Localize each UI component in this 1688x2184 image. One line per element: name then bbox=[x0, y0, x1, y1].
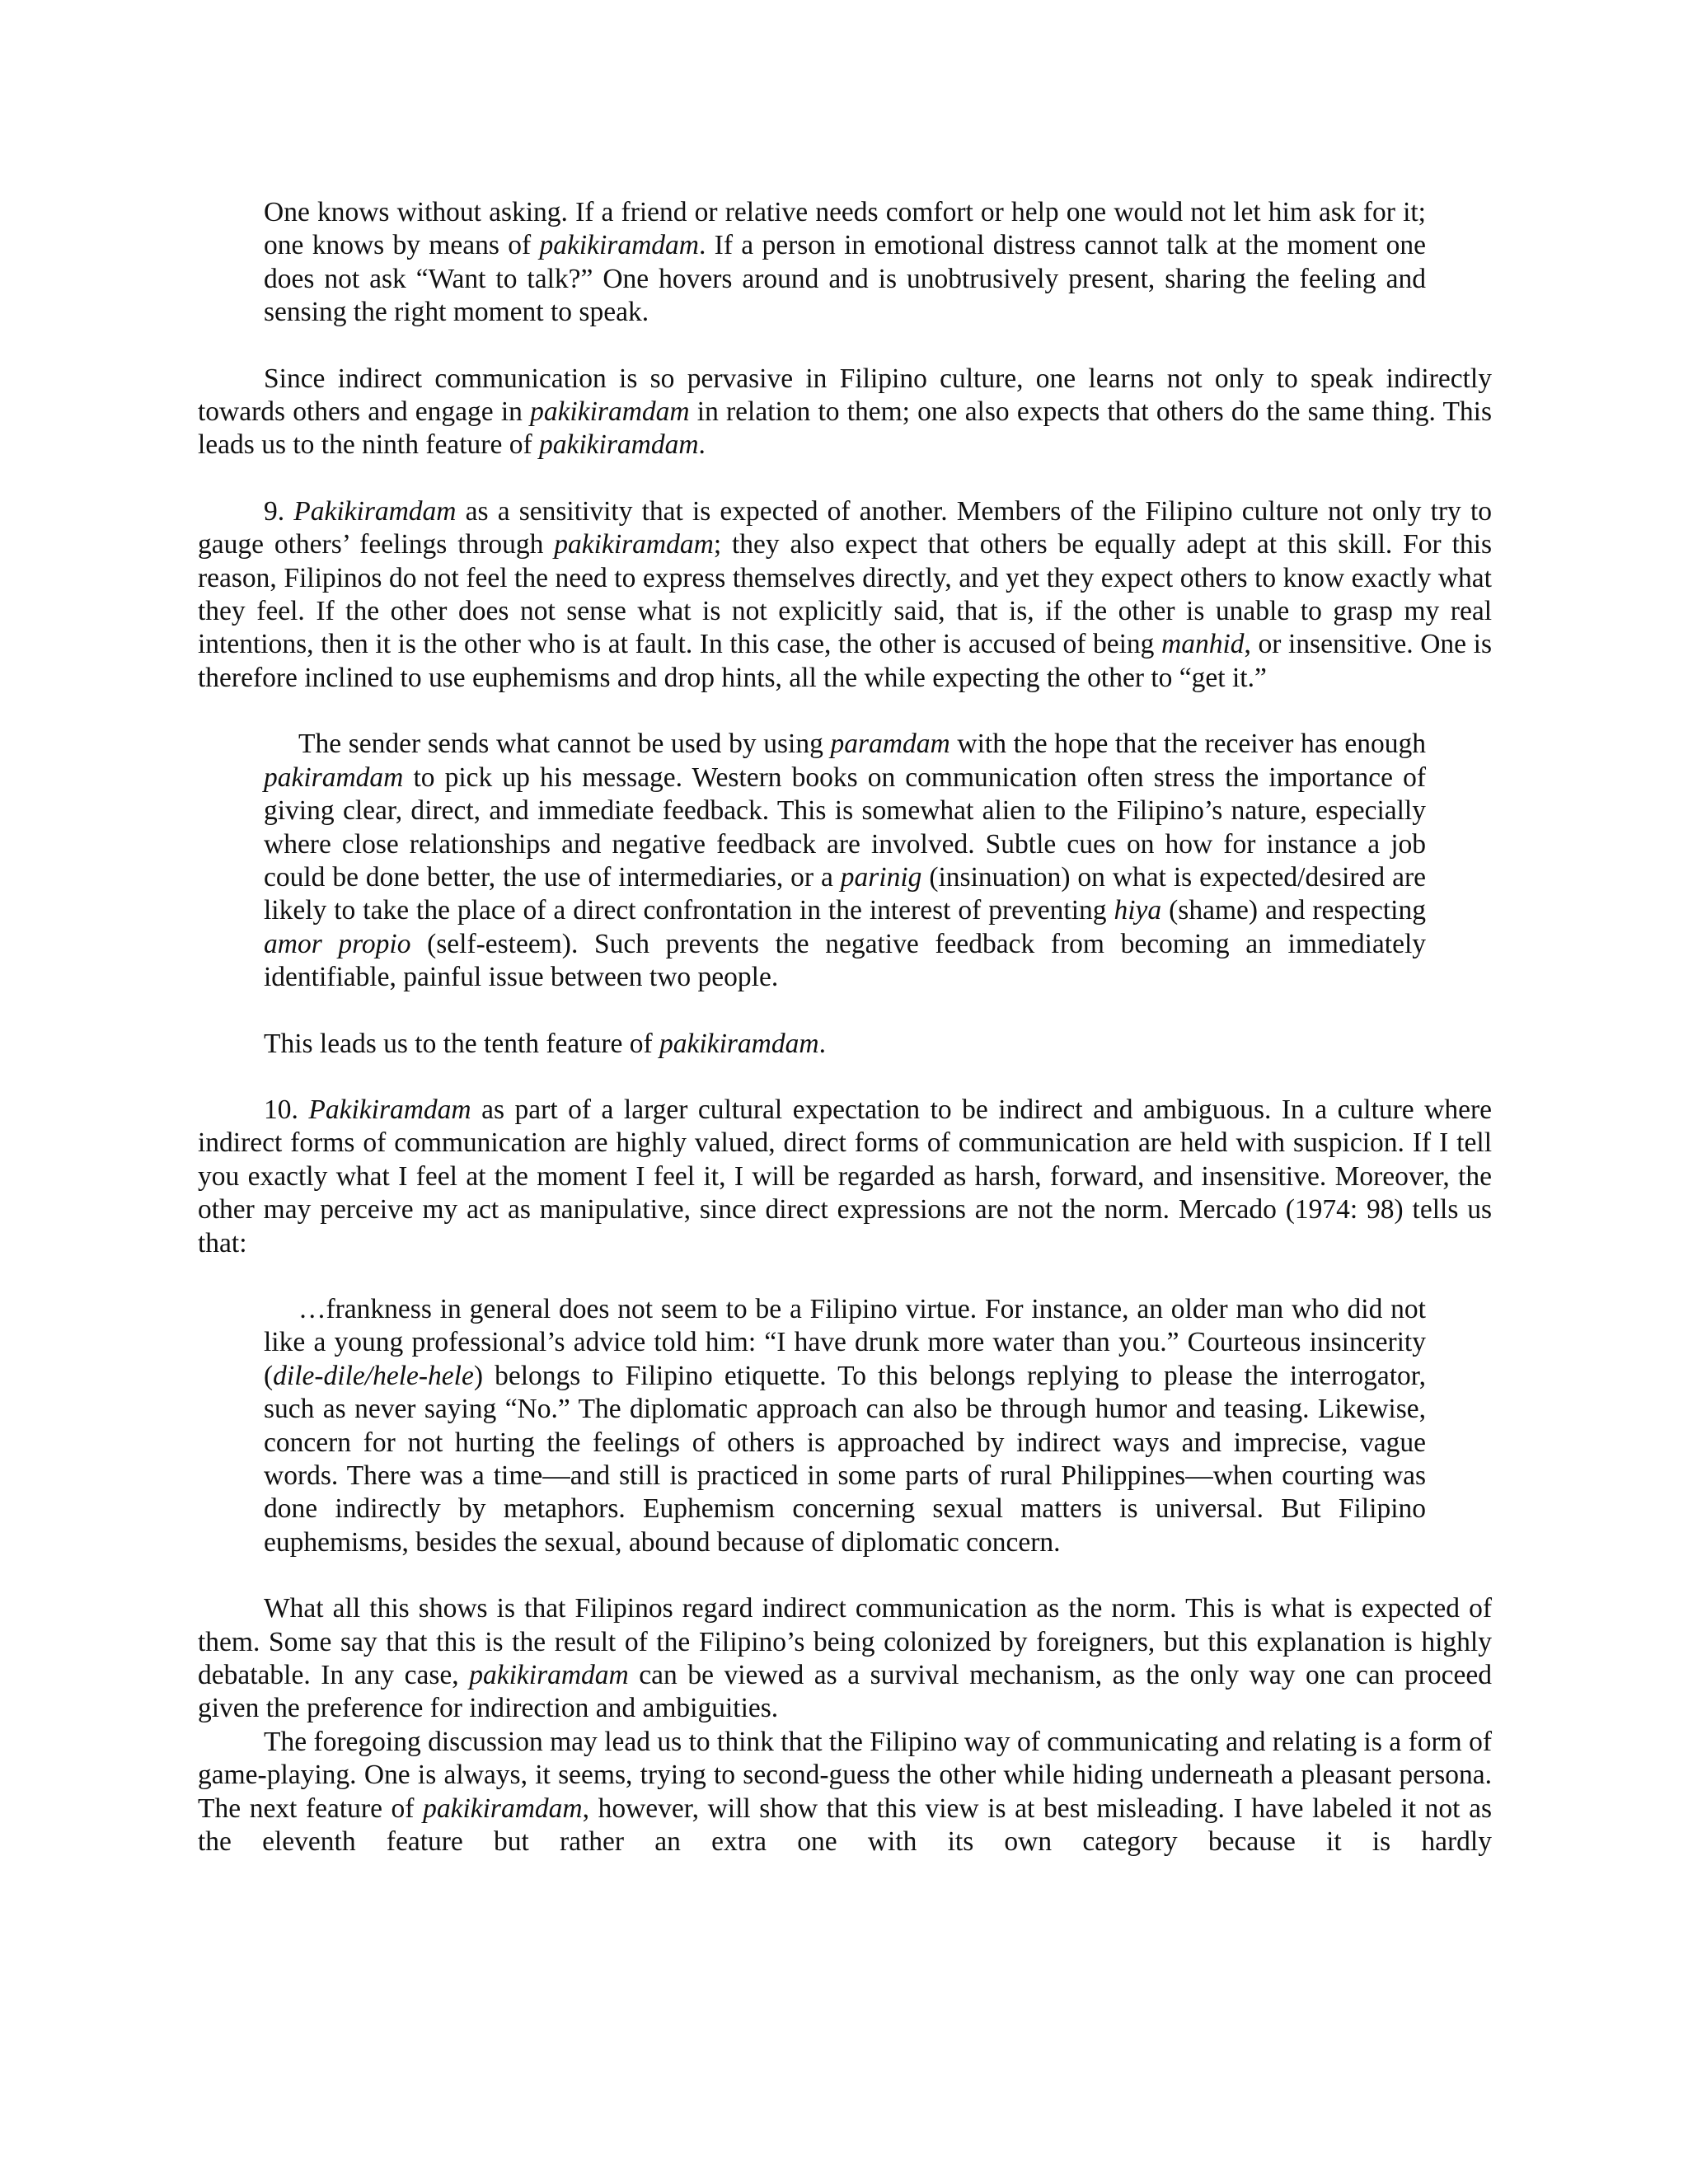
text-run: (self-esteem). Such prevents the negative feedback from becoming an immediately identifiable, painful issue between two people. bbox=[264, 928, 1426, 993]
text-run: The sender sends what cannot be used by using bbox=[298, 729, 831, 760]
text-run: as a sensitivity that is expected of another. Members of the Filipino culture not only try to gauge others’ feelings through bbox=[198, 495, 1493, 560]
text-run: . If a person in emotional distress cannot talk at the moment one does not ask “Want to talk?” One hovers around and is unobtrusively present, sharing the feeling and sensing the right moment to speak. bbox=[264, 230, 1426, 328]
text-run: 9. bbox=[264, 495, 294, 527]
italic-term: paramdam bbox=[830, 729, 950, 760]
italic-term: pakikiramdam bbox=[554, 529, 714, 560]
italic-term: amor propio bbox=[264, 928, 411, 959]
italic-term: parinig bbox=[840, 861, 922, 893]
paragraph-6 bbox=[198, 1726, 1492, 1859]
text-run: . bbox=[698, 429, 706, 461]
text-run: The foregoing discussion may lead us to think that the Filipino way of communicating and relating is a form of game-playing. One is always, it seems, trying to second-guess the other while hiding underneath a pleasant persona. The next feature of bbox=[198, 1726, 1492, 1824]
italic-term: pakikiramdam bbox=[538, 429, 699, 461]
text-run: ; they also expect that others be equally adept at this skill. For this reason, Filipinos do not feel the need to express themselves directly, and yet they expect others to know exactly what they feel. If the other does not sense what is not explicitly said, that is, if the other is unable to grasp my real intentions, then it is the other who is at fault. In this case, the other is accused of being bbox=[198, 529, 1492, 660]
text-run: This leads us to the tenth feature of bbox=[264, 1028, 660, 1059]
paragraph-gap bbox=[198, 1559, 1492, 1592]
text-run: to pick up his message. Western books on communication often stress the importance of giving clear, direct, and immediate feedback. This is somewhat alien to the Filipino’s nature, especially where close relationships and negative feedback are involved. Subtle cues on how for instance a job could be done better, the use of intermediaries, or a bbox=[264, 762, 1426, 893]
paragraph-2 bbox=[198, 495, 1492, 695]
text-run: What all this shows is that Filipinos regard indirect communication as the norm. This is what is expected of them. Some say that this is the result of the Filipino’s being colonized by foreigners, but this explanation is highly debatable. In any case, bbox=[198, 1593, 1492, 1691]
italic-term: pakiramdam bbox=[264, 762, 404, 793]
paragraph-1 bbox=[198, 363, 1492, 462]
text-run: 10. bbox=[264, 1094, 309, 1125]
paragraph-gap bbox=[198, 695, 1492, 728]
italic-term: Pakikiramdam bbox=[308, 1094, 471, 1125]
italic-term: dile-dile/hele-hele bbox=[273, 1360, 474, 1391]
text-run: in relation to them; one also expects that others do the same thing. This leads us to the ninth feature of bbox=[198, 396, 1492, 461]
text-run: (insinuation) on what is expected/desired are likely to take the place of a direct confrontation in the interest of preventing bbox=[264, 861, 1426, 926]
paragraph-gap bbox=[198, 1260, 1492, 1293]
text-run: Since indirect communication is so pervasive in Filipino culture, one learns not only to speak indirectly towards others and engage in bbox=[198, 363, 1492, 428]
paragraph-gap bbox=[198, 330, 1492, 363]
paragraph-gap bbox=[198, 1061, 1492, 1094]
document-body bbox=[198, 196, 1492, 1858]
text-run: can be viewed as a survival mechanism, as the only way one can proceed given the preference for indirection and ambiguities. bbox=[198, 1660, 1492, 1724]
block-quote-2 bbox=[264, 728, 1426, 994]
paragraph-gap bbox=[198, 462, 1492, 495]
block-quote-1 bbox=[264, 196, 1426, 330]
text-run: , or insensitive. One is therefore inclined to use euphemisms and drop hints, all the while expecting the other to “get it.” bbox=[198, 629, 1492, 693]
text-run: . bbox=[818, 1028, 826, 1059]
text-run: One knows without asking. If a friend or relative needs comfort or help one would not let him ask for it; one knows by means of bbox=[264, 197, 1426, 261]
paragraph-4 bbox=[198, 1094, 1492, 1260]
italic-term: hiya bbox=[1114, 895, 1162, 926]
paragraph-gap bbox=[198, 995, 1492, 1028]
paragraph-5 bbox=[198, 1592, 1492, 1726]
text-run: …frankness in general does not seem to be a Filipino virtue. For instance, an older man who did not like a young professional’s advice told him: “I have drunk more water than you.” Courteous insincerity ( bbox=[264, 1293, 1426, 1391]
italic-term: pakikiramdam bbox=[423, 1793, 583, 1824]
italic-term: Pakikiramdam bbox=[293, 495, 457, 527]
italic-term: manhid bbox=[1161, 629, 1245, 660]
italic-term: pakikiramdam bbox=[659, 1028, 819, 1059]
block-quote-3 bbox=[264, 1293, 1426, 1559]
text-run: as part of a larger cultural expectation to be indirect and ambiguous. In a culture where indirect forms of communication are highly valued, direct forms of communication are held with suspicion. If I tell you exactly what I feel at the moment I feel it, I will be regarded as harsh, forward, and insensitive. Moreover, the other may perceive my act as manipulative, since direct expressions are not the norm. Mercado (1974: 98) tells us that: bbox=[198, 1094, 1493, 1258]
italic-term: pakikiramdam bbox=[530, 396, 690, 428]
text-run: ) belongs to Filipino etiquette. To this belongs replying to please the interrogator, such as never saying “No.” The diplomatic approach can also be through humor and teasing. Likewise, concern for not hurting the feelings of others is approached by indirect ways and imprecise, vague words. There was a time—and still is practiced in some parts of rural Philippines—when courting was done indirectly by metaphors. Euphemism concerning sexual matters is universal. But Filipino euphemisms, besides the sexual, abound because of diplomatic concern. bbox=[264, 1360, 1426, 1558]
italic-term: pakikiramdam bbox=[539, 230, 699, 261]
italic-term: pakikiramdam bbox=[469, 1660, 629, 1691]
text-run: with the hope that the receiver has enough bbox=[950, 729, 1426, 760]
text-run: (shame) and respecting bbox=[1161, 895, 1426, 926]
text-run: , however, will show that this view is at best misleading. I have labeled it not as the eleventh feature but rather an extra one with its own category because it is hardly bbox=[198, 1793, 1492, 1858]
paragraph-3 bbox=[198, 1028, 1492, 1061]
